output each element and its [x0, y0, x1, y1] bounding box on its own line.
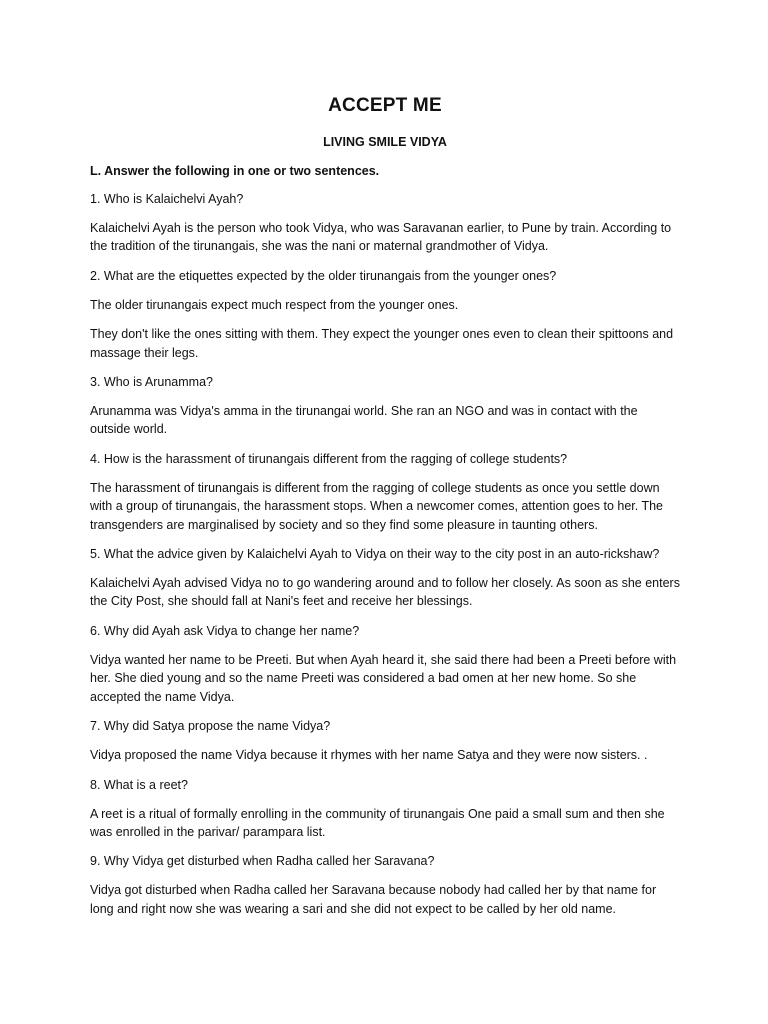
answer-text: Arunamma was Vidya's amma in the tirunangai world. She ran an NGO and was in contact with the outside world.: [90, 404, 638, 437]
question-text: 1. Who is Kalaichelvi Ayah?: [90, 192, 244, 206]
document-content: [90, 95, 680, 929]
qa-item-3: [90, 373, 680, 439]
answer-text: A reet is a ritual of formally enrolling in the community of tirunangais One paid a small sum and then she was enrolled in the parivar/ parampara list.: [90, 806, 665, 839]
qa-item-5: [90, 545, 680, 611]
qa-item-6: [90, 622, 680, 706]
question-text: 9. Why Vidya get disturbed when Radha called her Saravana?: [90, 854, 435, 869]
answer-text: Vidya proposed the name Vidya because it rhymes with her name Satya and they were now sisters. .: [90, 748, 648, 763]
qa-item-7: [90, 717, 680, 764]
question-text: 7. Why did Satya propose the name Vidya?: [90, 719, 331, 734]
qa-item-4: [90, 450, 680, 534]
question-text: 3. Who is Arunamma?: [90, 375, 213, 390]
qa-item-8: [90, 776, 680, 842]
question-text: 8. What is a reet?: [90, 777, 188, 792]
question-text: 4. How is the harassment of tirunangais different from the ragging of college students?: [90, 451, 568, 466]
answer-text: The older tirunangais expect much respect from the younger ones.: [90, 297, 459, 312]
answer-text: Vidya got disturbed when Radha called her Saravana because nobody had called her by that name for long and right now she was wearing a sari and she did not expect to be called by her old name.: [90, 883, 657, 916]
document-title: ACCEPT ME: [328, 95, 442, 116]
qa-item-9: [90, 852, 680, 918]
document-subtitle: LIVING SMILE VIDYA: [323, 135, 447, 149]
question-text: 2. What are the etiquettes expected by the older tirunangais from the younger ones?: [90, 268, 557, 283]
instruction-text: L. Answer the following in one or two sentences.: [90, 164, 380, 178]
answer-text: Kalaichelvi Ayah advised Vidya no to go wandering around and to follow her closely. As soon as she enters the City Post, she should fall at Nani's feet and receive her blessings.: [90, 576, 680, 609]
question-text: 6. Why did Ayah ask Vidya to change her name?: [90, 623, 360, 638]
answer-text: Vidya wanted her name to be Preeti. But when Ayah heard it, she said there had been a Preeti before with her. She died young and so the name Preeti was considered a bad omen at her new home. So she accepted the name Vidya.: [90, 652, 677, 704]
qa-item-1: [90, 190, 680, 256]
qa-item-2: [90, 267, 680, 362]
answer-text: Kalaichelvi Ayah is the person who took Vidya, who was Saravanan earlier, to Pune by train. According to the tradition of the tirunangais, she was the nani or maternal grandmother of Vidya.: [90, 221, 672, 254]
answer-text: The harassment of tirunangais is different from the ragging of college students as once you settle down with a group of tirunangais, the harassment stops. When a newcomer comes, attention goes to her. The transgenders are marginalised by society and so they find some pleasure in taunting others.: [90, 480, 664, 532]
question-text: 5. What the advice given by Kalaichelvi Ayah to Vidya on their way to the city post in an auto-rickshaw?: [90, 547, 660, 562]
answer-text: They don't like the ones sitting with them. They expect the younger ones even to clean their spittoons and massage their legs.: [90, 327, 674, 360]
